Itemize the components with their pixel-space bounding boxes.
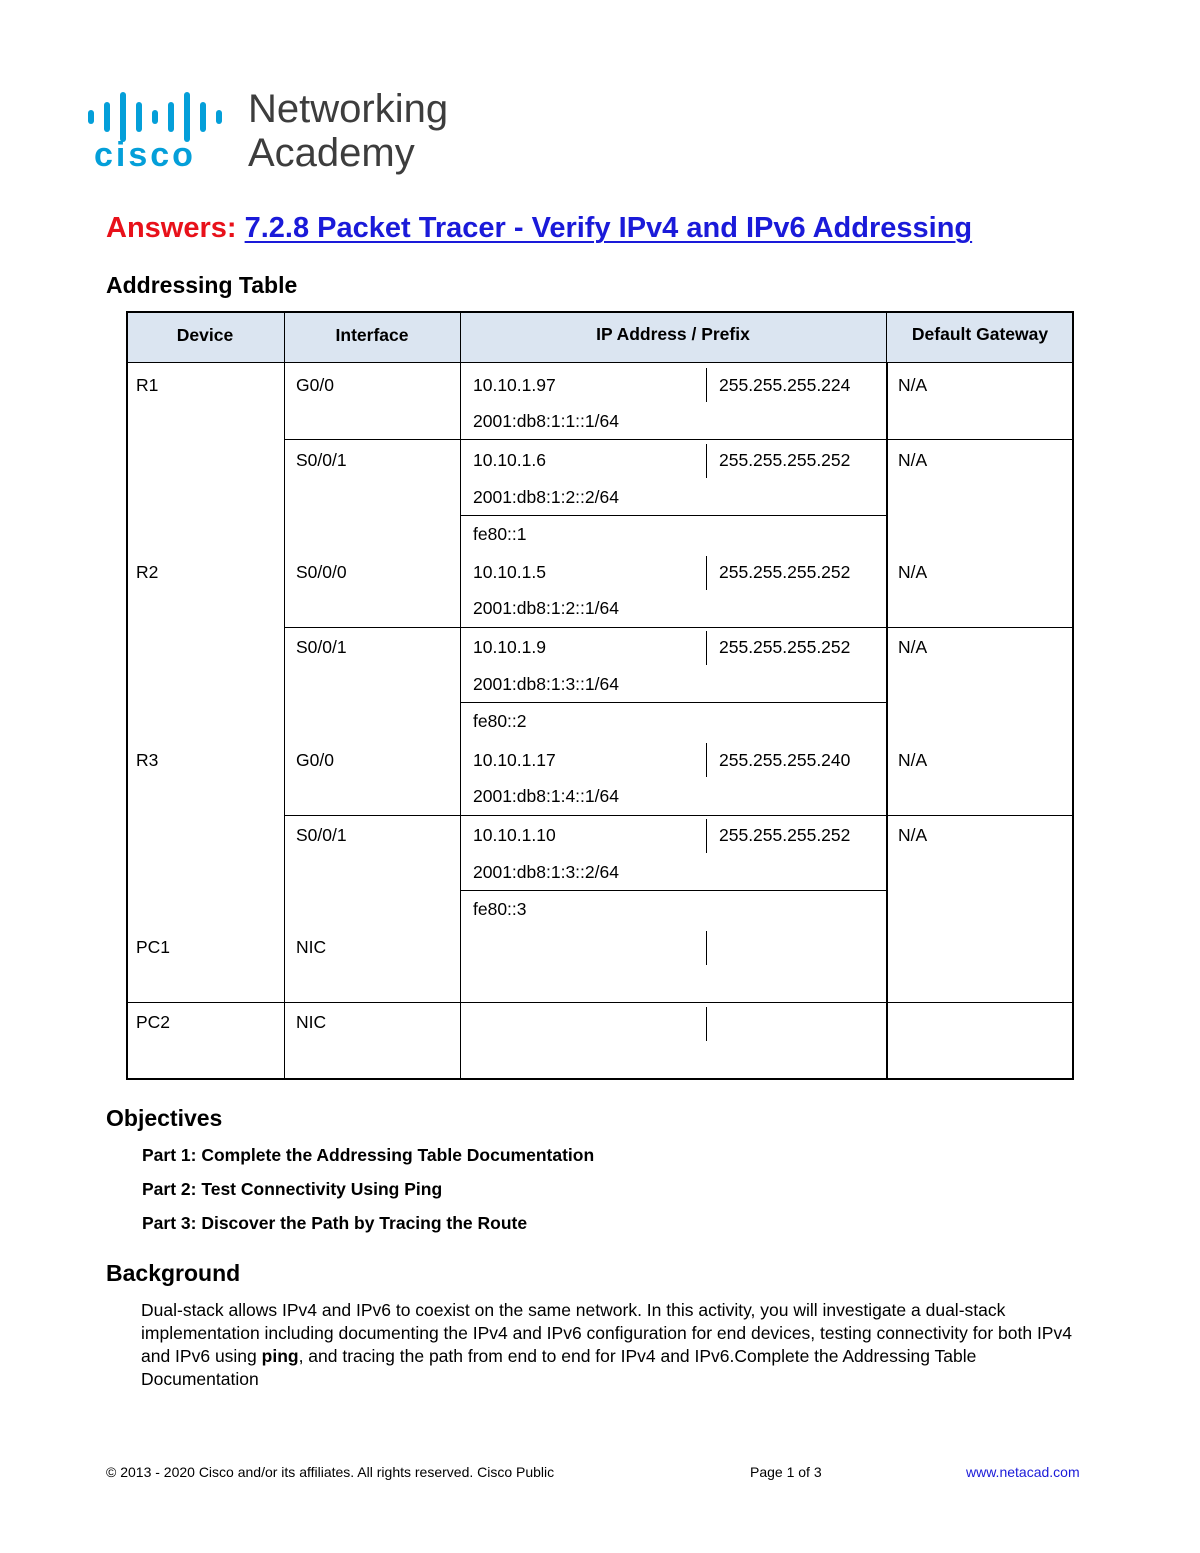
gateway-cell: N/A bbox=[898, 637, 928, 657]
interface-cell: G0/0 bbox=[296, 750, 334, 770]
mask-cell: 255.255.255.252 bbox=[719, 450, 851, 470]
activity-title-link[interactable]: 7.2.8 Packet Tracer - Verify IPv4 and IPv6 Addressing bbox=[244, 212, 973, 244]
ipv4-cell: 10.10.1.5 bbox=[473, 562, 546, 582]
footer-page-number: Page 1 of 3 bbox=[750, 1464, 822, 1480]
ipv4-cell: 10.10.1.17 bbox=[473, 750, 556, 770]
link-local-cell: fe80::1 bbox=[473, 524, 527, 544]
col-header-interface: Interface bbox=[335, 325, 409, 345]
answers-label: Answers: bbox=[106, 212, 237, 244]
page-title bbox=[106, 212, 972, 245]
ipv6-cell: 2001:db8:1:4::1/64 bbox=[473, 786, 619, 806]
gateway-cell: N/A bbox=[898, 450, 928, 470]
mask-cell: 255.255.255.224 bbox=[719, 375, 851, 395]
objective-item: Part 3: Discover the Path by Tracing the Route bbox=[142, 1213, 528, 1233]
mask-cell: 255.255.255.252 bbox=[719, 825, 851, 845]
link-local-cell: fe80::2 bbox=[473, 711, 527, 731]
interface-cell: S0/0/1 bbox=[296, 450, 347, 470]
ipv6-cell: 2001:db8:1:1::1/64 bbox=[473, 411, 619, 431]
gateway-cell: N/A bbox=[898, 375, 928, 395]
objective-item: Part 2: Test Connectivity Using Ping bbox=[142, 1179, 443, 1199]
background-paragraph: Dual-stack allows IPv4 and IPv6 to coexist on the same network. In this activity, you will investigate a dual-stack implementation including documenting the IPv4 and IPv6 configuration for end devices, testing connectivity for both IPv4 and IPv6 using ping, and tracing the path from end to end for IPv4 and IPv6.Complete the Addressing Table Documentation bbox=[141, 1300, 1072, 1389]
interface-cell: NIC bbox=[296, 937, 327, 957]
gateway-cell: N/A bbox=[898, 562, 928, 582]
gateway-cell: N/A bbox=[898, 825, 928, 845]
device-cell: R3 bbox=[136, 750, 159, 770]
ipv4-cell: 10.10.1.97 bbox=[473, 375, 556, 395]
interface-cell: G0/0 bbox=[296, 375, 334, 395]
device-cell: R2 bbox=[136, 562, 159, 582]
interface-cell: S0/0/1 bbox=[296, 825, 347, 845]
ipv6-cell: 2001:db8:1:3::1/64 bbox=[473, 674, 619, 694]
objective-item: Part 1: Complete the Addressing Table Documentation bbox=[142, 1145, 595, 1165]
footer-url-link[interactable]: www.netacad.com bbox=[966, 1464, 1080, 1480]
addressing-table-heading: Addressing Table bbox=[106, 272, 298, 298]
interface-cell: S0/0/1 bbox=[296, 637, 347, 657]
footer-copyright: © 2013 - 2020 Cisco and/or its affiliates. All rights reserved. Cisco Public bbox=[106, 1464, 555, 1480]
mask-cell: 255.255.255.252 bbox=[719, 637, 851, 657]
cisco-bridge-logo-icon bbox=[88, 86, 468, 181]
background-heading: Background bbox=[106, 1260, 241, 1286]
addressing-table bbox=[126, 311, 1074, 1080]
mask-cell: 255.255.255.252 bbox=[719, 562, 851, 582]
logo-line-academy: Academy bbox=[248, 131, 415, 175]
logo-line-networking: Networking bbox=[248, 87, 449, 131]
cisco-networking-academy-logo bbox=[88, 86, 468, 181]
ping-keyword: ping bbox=[261, 1346, 299, 1366]
device-cell: PC1 bbox=[136, 937, 171, 957]
ipv6-cell: 2001:db8:1:2::2/64 bbox=[473, 487, 619, 507]
col-header-ip-address: IP Address / Prefix bbox=[596, 324, 750, 344]
col-header-gateway: Default Gateway bbox=[911, 324, 1049, 344]
objectives-heading: Objectives bbox=[106, 1105, 223, 1131]
ipv6-cell: 2001:db8:1:2::1/64 bbox=[473, 598, 619, 618]
device-cell: R1 bbox=[136, 375, 159, 395]
gateway-cell: N/A bbox=[898, 750, 928, 770]
ipv4-cell: 10.10.1.9 bbox=[473, 637, 546, 657]
ipv4-cell: 10.10.1.10 bbox=[473, 825, 556, 845]
device-cell: PC2 bbox=[136, 1012, 171, 1032]
ipv6-cell: 2001:db8:1:3::2/64 bbox=[473, 862, 619, 882]
link-local-cell: fe80::3 bbox=[473, 899, 527, 919]
mask-cell: 255.255.255.240 bbox=[719, 750, 851, 770]
interface-cell: NIC bbox=[296, 1012, 327, 1032]
col-header-device: Device bbox=[176, 325, 234, 345]
interface-cell: S0/0/0 bbox=[296, 562, 347, 582]
ipv4-cell: 10.10.1.6 bbox=[473, 450, 546, 470]
cisco-wordmark: cisco bbox=[94, 136, 196, 174]
